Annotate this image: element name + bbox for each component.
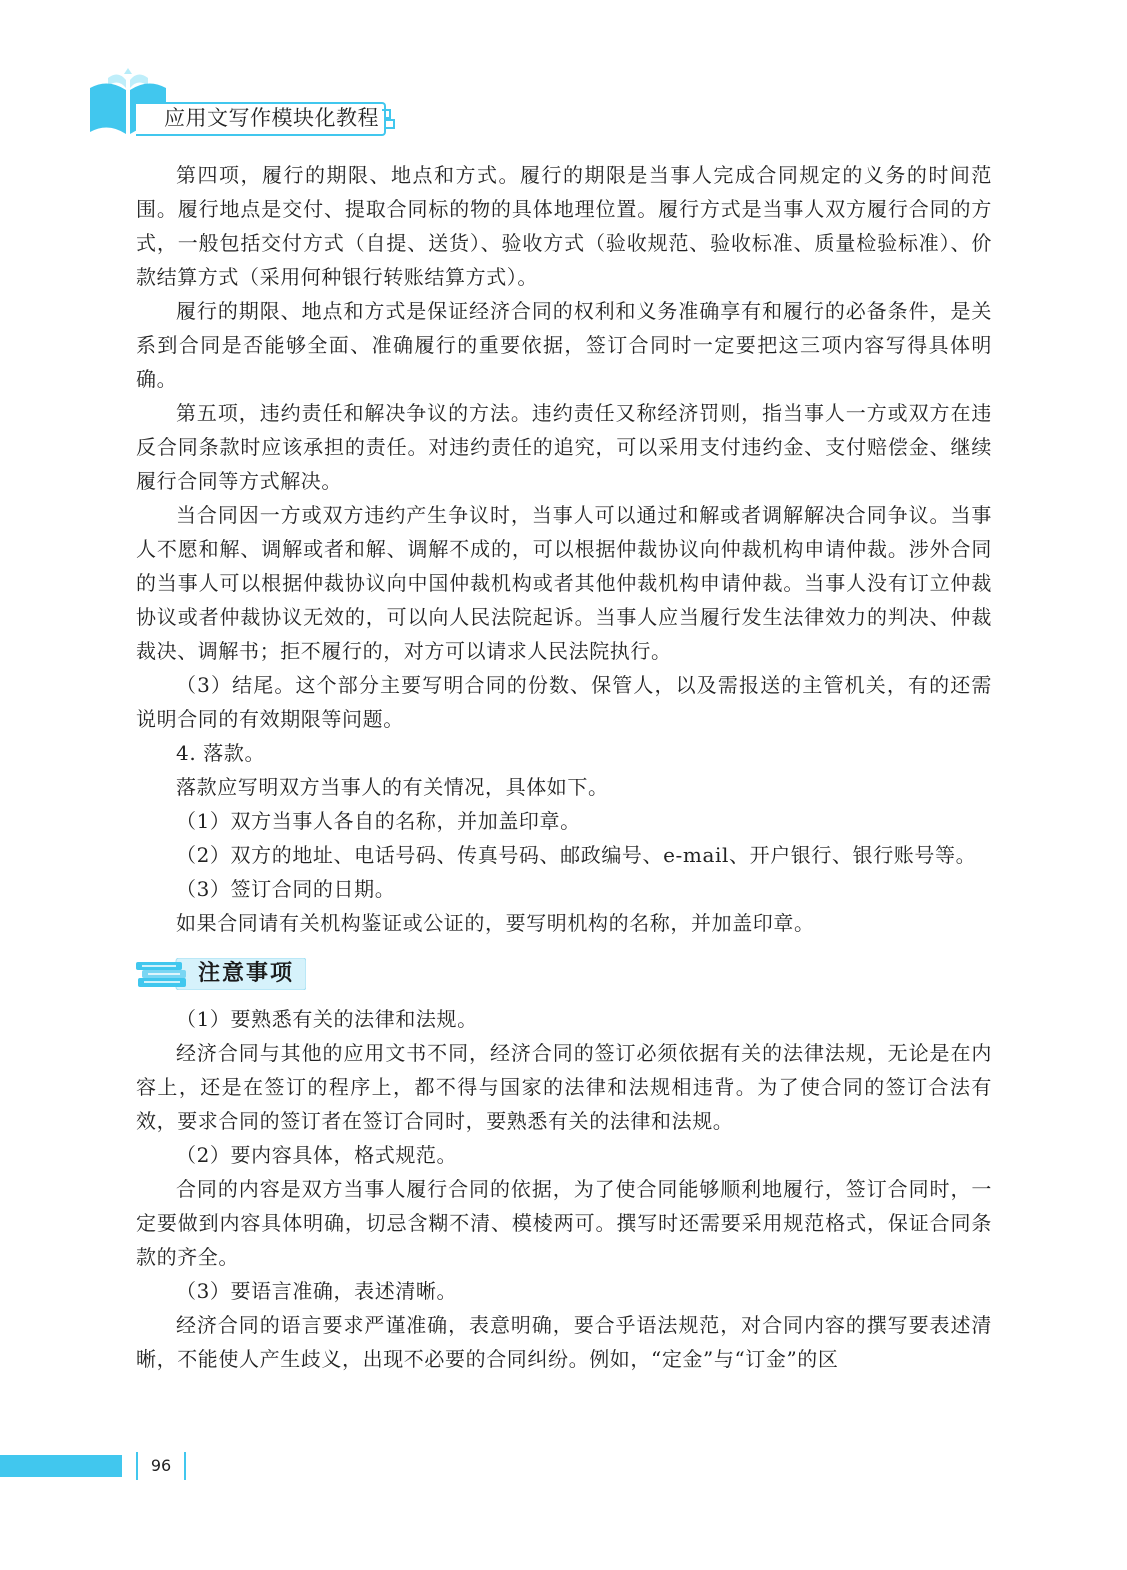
paragraph-notarization: 如果合同请有关机构鉴证或公证的，要写明机构的名称，并加盖印章。 bbox=[176, 911, 815, 935]
section-heading-notes bbox=[136, 954, 992, 994]
paragraph-note-1-body: 经济合同与其他的应用文书不同，经济合同的签订必须依据有关的法律法规，无论是在内容上，还是在签订的程序上，都不得与国家的法律和法规相违背。为了使合同的签订合法有效，要求合同的签订者在签订合同时，要熟悉有关的法律和法规。 bbox=[136, 1041, 992, 1133]
page-header bbox=[0, 0, 1127, 150]
paragraph-note-3-heading: （3）要语言准确，表述清晰。 bbox=[176, 1279, 458, 1303]
paragraph-note-3-body: 经济合同的语言要求严谨准确，表意明确，要合乎语法规范，对合同内容的撰写要表述清晰，不能使人产生歧义，出现不必要的合同纠纷。例如，“定金”与“订金”的区 bbox=[136, 1313, 992, 1371]
bracket-decoration-icon bbox=[380, 108, 396, 130]
paragraph-signature-item-2: （2）双方的地址、电话号码、传真号码、邮政编号、e-mail、开户银行、银行账号等。 bbox=[176, 843, 977, 867]
paragraph-note-2-heading: （2）要内容具体，格式规范。 bbox=[176, 1143, 458, 1167]
paragraph-signature-item-1: （1）双方当事人各自的名称，并加盖印章。 bbox=[176, 809, 581, 833]
paragraph-ending: （3）结尾。这个部分主要写明合同的份数、保管人，以及需报送的主管机关，有的还需说明合同的有效期限等问题。 bbox=[136, 673, 992, 731]
page-number: 96 bbox=[150, 1456, 172, 1475]
footer-divider-left bbox=[136, 1452, 138, 1480]
paragraph-fourth-item: 第四项，履行的期限、地点和方式。履行的期限是当事人完成合同规定的义务的时间范围。履行地点是交付、提取合同标的物的具体地理位置。履行方式是当事人双方履行合同的方式，一般包括交付方式（自提、送货）、验收方式（验收规范、验收标准、质量检验标准）、价款结算方式（采用何种银行转账结算方式）。 bbox=[136, 163, 992, 289]
paragraph-fifth-item: 第五项，违约责任和解决争议的方法。违约责任又称经济罚则，指当事人一方或双方在违反合同条款时应该承担的责任。对违约责任的追究，可以采用支付违约金、支付赔偿金、继续履行合同等方式解决。 bbox=[136, 401, 992, 493]
paragraph-performance-conditions: 履行的期限、地点和方式是保证经济合同的权利和义务准确享有和履行的必备条件，是关系到合同是否能够全面、准确履行的重要依据，签订合同时一定要把这三项内容写得具体明确。 bbox=[136, 299, 992, 391]
section-title: 注意事项 bbox=[198, 961, 295, 986]
footer-accent-bar bbox=[0, 1455, 122, 1477]
paragraph-signature-heading: 4. 落款。 bbox=[176, 741, 266, 765]
paragraph-note-2-body: 合同的内容是双方当事人履行合同的依据，为了使合同能够顺利地履行，签订合同时，一定要做到内容具体明确，切忌含糊不清、模棱两可。撰写时还需要采用规范格式，保证合同条款的齐全。 bbox=[136, 1177, 992, 1269]
paragraph-signature-intro: 落款应写明双方当事人的有关情况，具体如下。 bbox=[176, 775, 609, 799]
paragraph-note-1-heading: （1）要熟悉有关的法律和法规。 bbox=[176, 1007, 478, 1031]
page-content bbox=[136, 158, 992, 1376]
book-title: 应用文写作模块化教程 bbox=[164, 106, 379, 130]
paragraph-dispute-resolution: 当合同因一方或双方违约产生争议时，当事人可以通过和解或者调解解决合同争议。当事人不愿和解、调解或者和解、调解不成的，可以根据仲裁协议向仲裁机构申请仲裁。涉外合同的当事人可以根据仲裁协议向中国仲裁机构或者其他仲裁机构申请仲裁。当事人没有订立仲裁协议或者仲裁协议无效的，可以向人民法院起诉。当事人应当履行发生法律效力的判决、仲裁裁决、调解书；拒不履行的，对方可以请求人民法院执行。 bbox=[136, 503, 992, 663]
footer-divider-right bbox=[184, 1452, 186, 1480]
paragraph-signature-item-3: （3）签订合同的日期。 bbox=[176, 877, 396, 901]
